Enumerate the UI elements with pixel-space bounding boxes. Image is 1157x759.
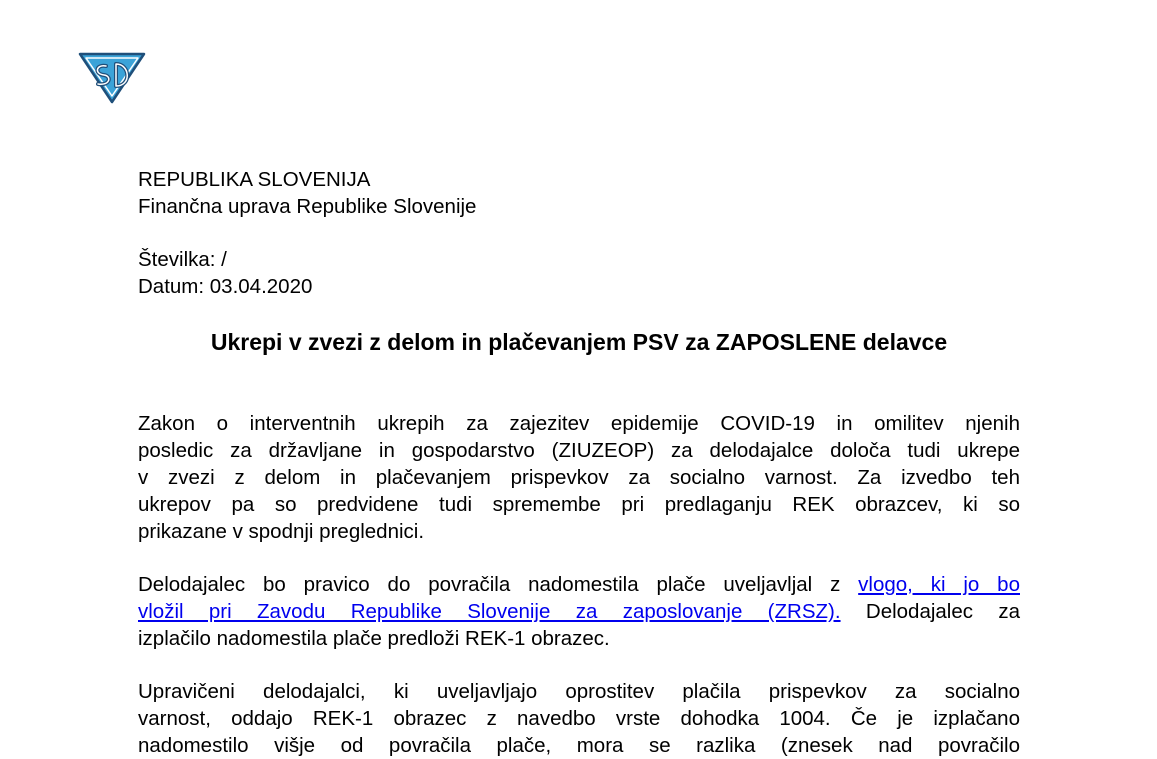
letter-header bbox=[138, 166, 476, 300]
paragraph-line: varnost, oddajo REK-1 obrazec z navedbo vrste dohodka 1004. Če je izplačano bbox=[138, 707, 1020, 730]
paragraph-text: Delodajalec za bbox=[840, 600, 1020, 623]
paragraph-line bbox=[138, 598, 1020, 625]
document-date: Datum: 03.04.2020 bbox=[138, 275, 313, 298]
zrsz-application-link-continued[interactable]: vložil pri Zavodu Republike Slovenije za zaposlovanje (ZRSZ). bbox=[138, 600, 841, 623]
paragraph-intro bbox=[138, 410, 1020, 545]
document-number: Številka: / bbox=[138, 248, 227, 271]
paragraph-line: ukrepov pa so predvidene tudi spremembe pri predlaganju REK obrazcev, ki so bbox=[138, 493, 1020, 516]
paragraph-line: izplačilo nadomestila plače predloži REK-1 obrazec. bbox=[138, 627, 610, 650]
paragraph-line: Zakon o interventnih ukrepih za zajezitev epidemije COVID-19 in omilitev njenih bbox=[138, 412, 1020, 435]
paragraph-line bbox=[138, 571, 1020, 598]
zrsz-application-link[interactable]: vlogo, ki jo bo bbox=[858, 573, 1020, 596]
paragraph-line: v zvezi z delom in plačevanjem prispevkov za socialno varnost. Za izvedbo teh bbox=[138, 466, 1020, 489]
paragraph-line: nadomestilo višje od povračila plače, mora se razlika (znesek nad povračilo bbox=[138, 734, 1020, 757]
paragraph-line: prikazane v spodnji preglednici. bbox=[138, 520, 425, 543]
paragraph-line: posledic za državljane in gospodarstvo (ZIUZEOP) za delodajalce določa tudi ukrepe bbox=[138, 439, 1020, 462]
document-title: Ukrepi v zvezi z delom in plačevanjem PSV za ZAPOSLENE delavce bbox=[210, 329, 948, 355]
paragraph-reimbursement bbox=[138, 571, 1020, 652]
paragraph-line: Upravičeni delodajalci, ki uveljavljajo oprostitev plačila prispevkov za socialno bbox=[138, 680, 1020, 703]
paragraph-eligible-employers bbox=[138, 678, 1020, 759]
republic-name: REPUBLIKA SLOVENIJA bbox=[138, 168, 371, 191]
paragraph-text: Delodajalec bo pravico do povračila nadomestila plače uveljavljal z bbox=[138, 573, 859, 596]
authority-name: Finančna uprava Republike Slovenije bbox=[138, 195, 477, 218]
sd-shield-logo-icon bbox=[76, 44, 148, 106]
